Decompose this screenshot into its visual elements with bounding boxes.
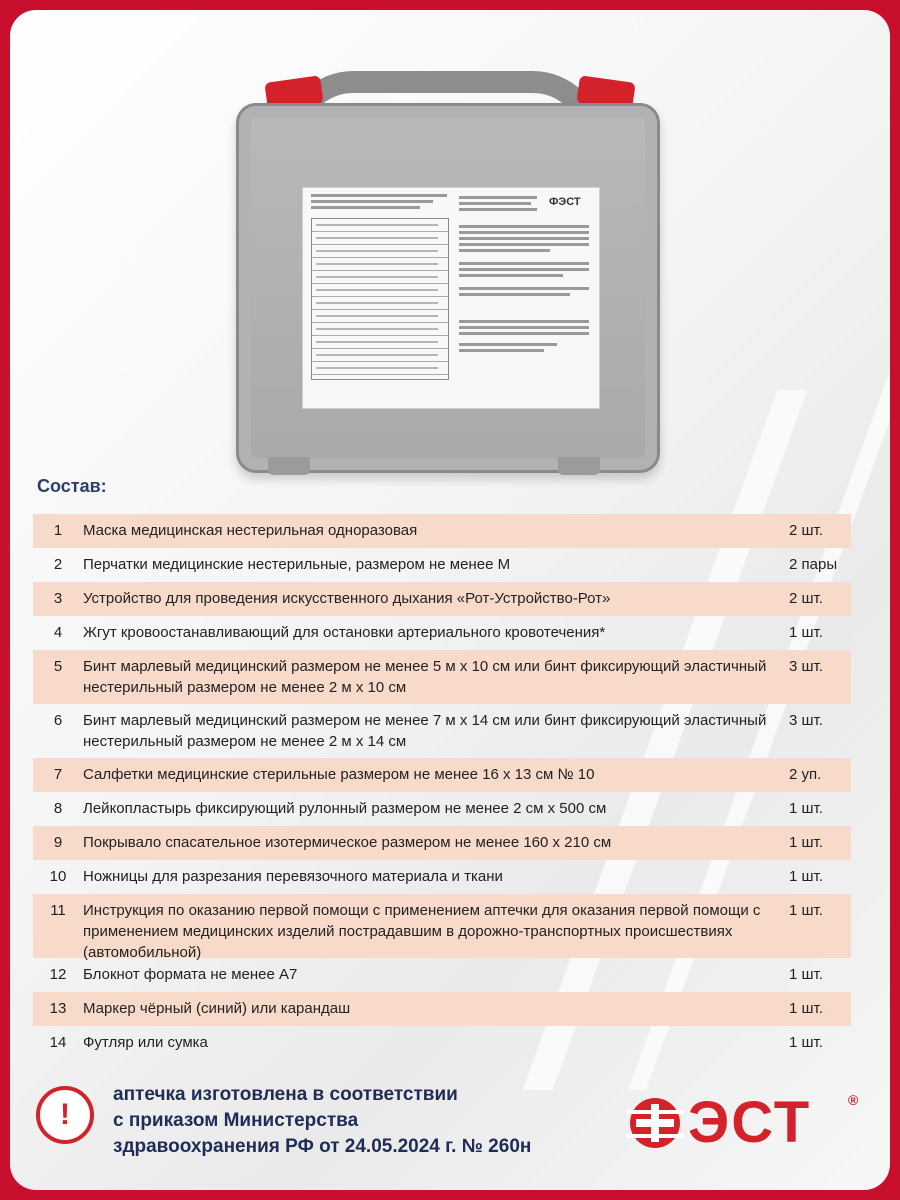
item-quantity: 1 шт.	[789, 834, 823, 851]
brand-logo	[626, 1090, 866, 1160]
notice-line: аптечка изготовлена в соответствии	[113, 1084, 458, 1105]
label-text-block	[459, 196, 589, 355]
item-name: Маркер чёрный (синий) или карандаш	[83, 1000, 351, 1017]
row-number: 7	[53, 766, 63, 783]
row-number: 2	[53, 556, 63, 573]
emblem-stripe	[626, 1110, 684, 1114]
notice-line: здравоохранения РФ от 24.05.2024 г. № 260н	[113, 1136, 532, 1157]
exclamation-icon: !	[36, 1086, 94, 1144]
row-number: 10	[49, 868, 67, 885]
label-table	[311, 218, 449, 380]
item-name: Маска медицинская нестерильная одноразовая	[83, 522, 418, 539]
cross-emblem-icon	[630, 1098, 680, 1148]
row-number: 8	[53, 800, 63, 817]
row-number: 1	[53, 522, 63, 539]
item-name: Лейкопластырь фиксирующий рулонный размером не менее 2 см х 500 см	[83, 800, 607, 817]
item-quantity: 1 шт.	[789, 1034, 823, 1051]
item-quantity: 1 шт.	[789, 902, 823, 919]
item-quantity: 3 шт.	[789, 712, 823, 729]
composition-row	[33, 514, 851, 548]
item-quantity: 2 уп.	[789, 766, 822, 783]
item-name: Инструкция по оказанию первой помощи с применением аптечки для оказания первой помощи с применением медицинских изделий пострадавшим в дорожно-транспортных происшествиях (автомобильной)	[83, 902, 761, 961]
composition-row	[33, 958, 851, 992]
item-name: Бинт марлевый медицинский размером не менее 5 м х 10 см или бинт фиксирующий эластичный нестерильный размером не менее 2 м х 10 см	[83, 658, 767, 696]
row-number: 12	[49, 966, 67, 983]
item-quantity: 2 шт.	[789, 590, 823, 607]
item-quantity: 1 шт.	[789, 966, 823, 983]
item-quantity: 1 шт.	[789, 1000, 823, 1017]
composition-row	[33, 616, 851, 650]
item-name: Ножницы для разрезания перевязочного материала и ткани	[83, 868, 503, 885]
item-name: Футляр или сумка	[83, 1034, 208, 1051]
item-quantity: 2 пары	[789, 556, 838, 573]
row-number: 13	[49, 1000, 67, 1017]
compliance-notice	[113, 1082, 531, 1160]
item-name: Жгут кровоостанавливающий для остановки артериального кровотечения*	[83, 624, 606, 641]
composition-row	[33, 894, 851, 961]
item-name: Перчатки медицинские нестерильные, размером не менее M	[83, 556, 511, 573]
item-name: Бинт марлевый медицинский размером не менее 7 м х 14 см или бинт фиксирующий эластичный нестерильный размером не менее 2 м х 14 см	[83, 712, 767, 750]
item-name: Покрывало спасательное изотермическое размером не менее 160 х 210 см	[83, 834, 612, 851]
composition-row	[33, 548, 851, 582]
composition-row	[33, 650, 851, 704]
notice-line: с приказом Министерства	[113, 1110, 359, 1131]
row-number: 3	[53, 590, 63, 607]
item-quantity: 2 шт.	[789, 522, 823, 539]
case-foot	[558, 457, 600, 475]
case-foot	[268, 457, 310, 475]
row-number: 4	[53, 624, 63, 641]
brand-name: ЭСТ	[688, 1090, 812, 1155]
composition-row	[33, 792, 851, 826]
composition-list	[33, 514, 851, 1060]
composition-row	[33, 860, 851, 894]
row-number: 6	[53, 712, 63, 729]
composition-title: Состав:	[37, 476, 107, 496]
composition-row	[33, 582, 851, 616]
composition-row	[33, 992, 851, 1026]
case-label-logo: ФЭСТ	[549, 196, 581, 208]
case-label-sheet	[302, 187, 600, 409]
item-name: Салфетки медицинские стерильные размером не менее 16 х 13 см № 10	[83, 766, 595, 783]
registered-mark: ®	[848, 1092, 859, 1108]
composition-row	[33, 1026, 851, 1060]
composition-row	[33, 704, 851, 758]
item-name: Устройство для проведения искусственного дыхания «Рот-Устройство-Рот»	[83, 590, 611, 607]
row-number: 9	[53, 834, 63, 851]
item-name: Блокнот формата не менее А7	[83, 966, 298, 983]
composition-row	[33, 758, 851, 792]
row-number: 14	[49, 1034, 67, 1051]
row-number: 5	[53, 658, 63, 675]
first-aid-case-image	[228, 65, 668, 485]
item-quantity: 1 шт.	[789, 624, 823, 641]
item-quantity: 3 шт.	[789, 658, 823, 675]
item-quantity: 1 шт.	[789, 868, 823, 885]
emblem-stripe	[626, 1134, 684, 1138]
row-number: 11	[50, 902, 66, 919]
composition-row	[33, 826, 851, 860]
label-text-block	[311, 194, 447, 212]
item-quantity: 1 шт.	[789, 800, 823, 817]
